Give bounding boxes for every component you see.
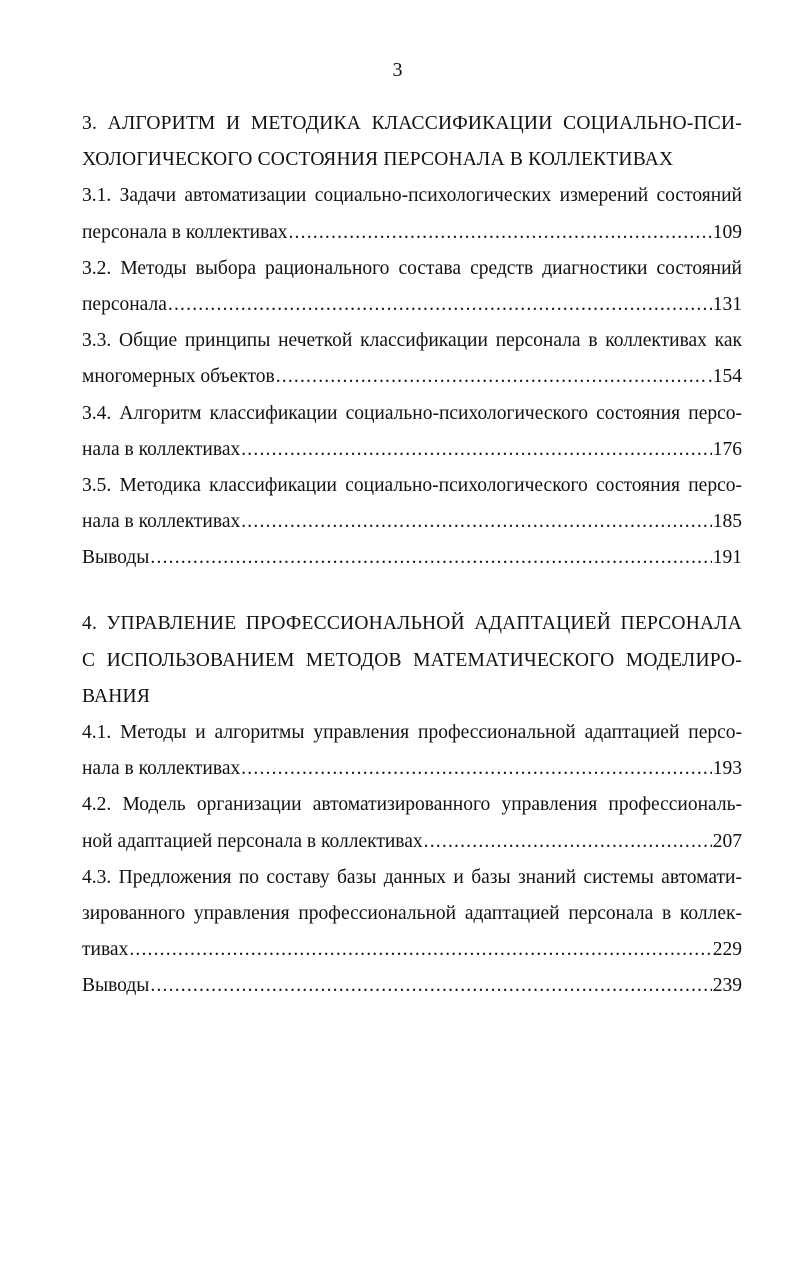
dot-leader [241, 504, 712, 540]
toc-entry-leader [82, 932, 742, 968]
table-of-contents [82, 106, 742, 1005]
toc-entry-text: 3.2. Методы выбора рационального состава средств диагностики состояний [82, 257, 742, 279]
toc-entry-leader [82, 504, 742, 540]
toc-entry-text-2: зированного управления профессиональной адаптацией персонала в коллек- [82, 902, 742, 924]
dot-leader [241, 432, 712, 468]
toc-entry-3-1[interactable] [82, 178, 742, 250]
toc-entry-text-cont: тивах [82, 939, 129, 961]
toc-page-number: 229 [712, 939, 742, 961]
toc-entry-leader [82, 215, 742, 251]
toc-entry-text: 3.4. Алгоритм классификации социально-психологического состояния персо- [82, 402, 742, 424]
toc-entry-3-2[interactable] [82, 251, 742, 323]
toc-page-number: 176 [712, 438, 742, 460]
dot-leader [276, 359, 707, 395]
dot-leader [150, 540, 711, 576]
dot-leader [150, 968, 711, 1004]
toc-entry-conclusions-3[interactable] [82, 540, 742, 576]
toc-entry-text: 4.1. Методы и алгоритмы управления профессиональной адаптацией персо- [82, 722, 742, 743]
page-number: 3 [392, 59, 403, 81]
section-spacer [82, 576, 742, 606]
dot-leader [129, 932, 711, 968]
toc-entry-text: 3.5. Методика классификации социально-психологического состояния персо- [82, 474, 742, 496]
toc-page-number: 239 [712, 975, 742, 997]
toc-entry-leader [82, 287, 742, 323]
toc-entry-text: 4.2. Модель организации автоматизированного управления профессиональ- [82, 794, 742, 816]
toc-page-number: 193 [712, 758, 742, 780]
toc-entry-text: Выводы [82, 975, 150, 997]
toc-page-number: 185 [712, 511, 742, 533]
toc-page-number: 191 [712, 547, 742, 569]
chapter-4-title-line-3: ВАНИЯ [82, 685, 151, 707]
toc-entry-conclusions-4[interactable] [82, 968, 742, 1004]
toc-entry-text: 3.1. Задачи автоматизации социально-психологических измерений состояний [82, 185, 742, 207]
toc-entry-text: 3.3. Общие принципы нечеткой классификации персонала в коллективах как [82, 330, 742, 352]
toc-entry-4-2[interactable] [82, 787, 742, 859]
dot-leader [168, 287, 712, 323]
toc-entry-leader [82, 359, 742, 395]
toc-entry-4-1[interactable] [82, 715, 742, 787]
chapter-4-title-line-1: 4. УПРАВЛЕНИЕ ПРОФЕССИОНАЛЬНОЙ АДАПТАЦИЕЙ ПЕРСОНАЛА [82, 613, 742, 635]
toc-entry-leader [82, 751, 742, 787]
toc-entry-text: Выводы [82, 547, 150, 569]
toc-entry-text-cont: многомерных объектов [82, 366, 275, 388]
toc-entry-3-5[interactable] [82, 468, 742, 540]
toc-page-number: .154 [707, 366, 742, 388]
toc-entry-4-3[interactable] [82, 860, 742, 969]
toc-entry-leader [82, 824, 742, 860]
toc-entry-text-cont: нала в коллективах [82, 438, 241, 460]
toc-entry-3-4[interactable] [82, 396, 742, 468]
toc-entry-text-cont: персонала [82, 293, 167, 315]
dot-leader [424, 824, 712, 860]
toc-entry-text: 4.3. Предложения по составу базы данных и базы знаний системы автомати- [82, 866, 742, 888]
toc-entry-text-cont: персонала в коллективах [82, 221, 288, 243]
dot-leader [241, 751, 712, 787]
toc-entry-leader [82, 432, 742, 468]
chapter-3-title-line-1: 3. АЛГОРИТМ И МЕТОДИКА КЛАССИФИКАЦИИ СОЦИАЛЬНО-ПСИ- [82, 113, 742, 134]
toc-entry-3-3[interactable] [82, 323, 742, 395]
toc-entry-text-cont: нала в коллективах [82, 758, 241, 780]
toc-entry-text-cont: ной адаптацией персонала в коллективах [82, 830, 423, 852]
toc-page-number: 207 [712, 830, 742, 852]
dot-leader [288, 215, 711, 251]
chapter-4-title-line-2: С ИСПОЛЬЗОВАНИЕМ МЕТОДОВ МАТЕМАТИЧЕСКОГО МОДЕЛИРО- [82, 649, 742, 671]
chapter-3-title-line-2: ХОЛОГИЧЕСКОГО СОСТОЯНИЯ ПЕРСОНАЛА В КОЛЛЕКТИВАХ [82, 149, 674, 171]
toc-entry-text-cont: нала в коллективах [82, 511, 241, 533]
toc-page-number: 131 [712, 293, 742, 315]
toc-page-number: 109 [712, 221, 742, 243]
